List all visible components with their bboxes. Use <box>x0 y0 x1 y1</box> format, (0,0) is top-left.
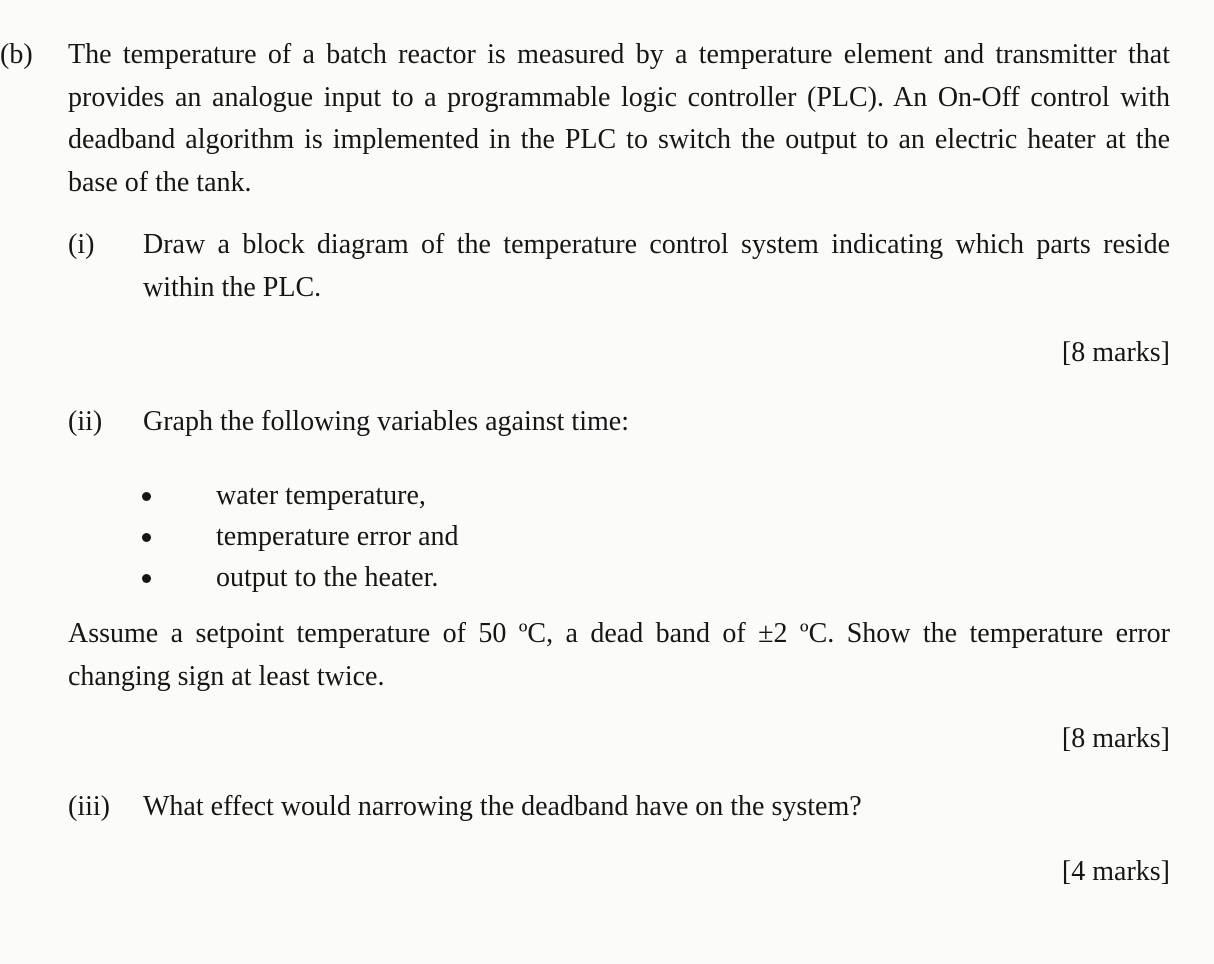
part-ii-text: Graph the following variables against time: <box>143 406 629 437</box>
bullet-icon <box>142 492 151 501</box>
list-item-text: temperature error and <box>216 521 459 552</box>
part-iii-marks: [4 marks] <box>1061 856 1170 887</box>
list-item-text: output to the heater. <box>216 562 439 593</box>
part-ii-marks: [8 marks] <box>1061 723 1170 754</box>
question-intro: The temperature of a batch reactor is measured by a temperature element and transmitter that provides an analogue input to a programmable logic controller (PLC). An On-Off control with deadband algorithm is implemented in the PLC to switch the output to an electric heater at the base of the tank. <box>68 39 1170 198</box>
part-i-text: Draw a block diagram of the temperature control system indicating which parts reside within the PLC. <box>143 229 1170 303</box>
part-ii-assumption: Assume a setpoint temperature of 50 ºC, a dead band of ±2 ºC. Show the temperature error changing sign at least twice. <box>68 618 1170 692</box>
part-i-marks: [8 marks] <box>1061 337 1170 368</box>
part-iii-text: What effect would narrowing the deadband have on the system? <box>143 791 862 822</box>
part-ii-label: (ii) <box>68 406 103 437</box>
list-item-text: water temperature, <box>216 480 426 511</box>
question-label: (b) <box>0 39 33 70</box>
part-i-label: (i) <box>68 229 95 260</box>
bullet-icon <box>142 533 151 542</box>
bullet-icon <box>142 574 151 583</box>
part-iii-label: (iii) <box>68 791 110 822</box>
